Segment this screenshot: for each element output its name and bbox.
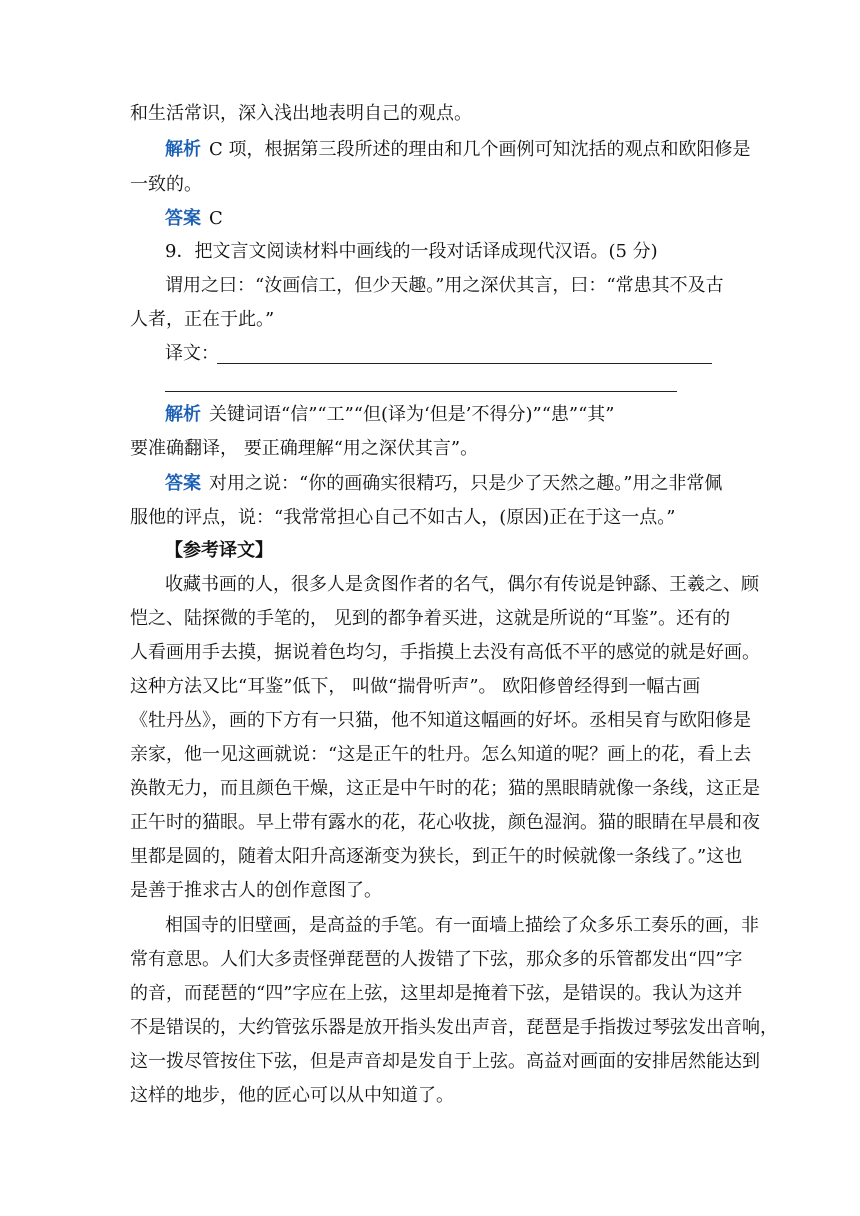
paragraph-line: 服他的评点，说：“我常常担心自己不如古人，(原因)正在于这一点。”	[130, 507, 676, 528]
analysis-text: C 项，根据第三段所述的理由和几个画例可知沈括的观点和欧阳修是	[209, 139, 751, 160]
classical-quote-line: 谓用之曰：“汝画信工，但少天趣。”用之深伏其言，曰：“常患其不及古	[165, 275, 724, 296]
paragraph-line: 恺之、陆探微的手笔的， 见到的都争着买进，这就是所说的“耳鉴”。还有的	[130, 608, 731, 629]
paragraph-line: 里都是圆的，随着太阳升高逐渐变为狭长，到正午的时候就像一条线了。”这也	[130, 846, 743, 867]
paragraph-line: 涣散无力，而且颜色干燥，这正是中午时的花；猫的黑眼睛就像一条线，这正是	[130, 778, 760, 799]
paragraph-line: 是善于推求古人的创作意图了。	[130, 880, 382, 901]
paragraph-line: 要准确翻译， 要正确理解“用之深伏其言”。	[130, 438, 479, 459]
paragraph-line: 和生活常识，深入浅出地表明自己的观点。	[130, 103, 472, 124]
answer-label: 答案	[165, 473, 201, 494]
analysis-line	[165, 137, 765, 163]
translation-blank-line[interactable]	[165, 391, 677, 392]
answer-text: C	[209, 208, 223, 229]
paragraph-line: 的音，而琵琶的“四”字应在上弦，这里却是掩着下弦，是错误的。我认为这并	[130, 983, 743, 1004]
paragraph-line: 常有意思。人们大多责怪弹琵琶的人拨错了下弦，那众多的乐管都发出“四”字	[130, 949, 743, 970]
question-9: 9．把文言文阅读材料中画线的一段对话译成现代汉语。(5 分)	[165, 241, 658, 262]
paragraph-line: 这一拨尽管按住下弦，但是声音却是发自于上弦。高益对画面的安排居然能达到	[130, 1051, 760, 1072]
paragraph-line: 正午时的猫眼。早上带有露水的花，花心收拢，颜色湿润。猫的眼睛在早晨和夜	[130, 812, 760, 833]
classical-quote-line: 人者，正在于此。”	[130, 309, 275, 330]
answer-line	[165, 471, 765, 497]
paragraph-line: 不是错误的，大约管弦乐器是放开指头发出声音，琵琶是手指拨过琴弦发出音响，	[130, 1017, 778, 1038]
paragraph-line: 这种方法又比“耳鉴”低下， 叫做“揣骨听声”。 欧阳修曾经得到一幅古画	[130, 676, 701, 697]
analysis-text: 关键词语“信”“工”“但(译为‘但是’不得分)”“患”“其”	[209, 404, 615, 425]
analysis-label: 解析	[165, 404, 201, 425]
analysis-line	[165, 402, 765, 428]
answer-text: 对用之说：“你的画确实很精巧，只是少了天然之趣。”用之非常佩	[209, 473, 723, 494]
paragraph-line: 相国寺的旧壁画，是高益的手笔。有一面墙上描绘了众多乐工奏乐的画，非	[165, 915, 759, 936]
answer-label: 答案	[165, 208, 201, 229]
answer-line	[165, 206, 765, 232]
translation-label: 译文：	[165, 343, 219, 364]
paragraph-line: 收藏书画的人，很多人是贪图作者的名气，偶尔有传说是钟繇、王羲之、顾	[165, 574, 759, 595]
paragraph-line: 《牡丹丛》，画的下方有一只猫，他不知道这幅画的好坏。丞相吴育与欧阳修是	[130, 710, 751, 731]
analysis-label: 解析	[165, 139, 201, 160]
reference-translation-heading: 【参考译文】	[165, 540, 273, 561]
paragraph-line: 人看画用手去摸，据说着色均匀，手指摸上去没有高低不平的感觉的就是好画。	[130, 642, 760, 663]
paragraph-line: 这样的地步，他的匠心可以从中知道了。	[130, 1085, 454, 1106]
translation-blank-line[interactable]	[217, 363, 712, 364]
paragraph-line: 一致的。	[130, 174, 202, 195]
paragraph-line: 亲家，他一见这画就说：“这是正午的牡丹。怎么知道的呢？画上的花，看上去	[130, 744, 752, 765]
